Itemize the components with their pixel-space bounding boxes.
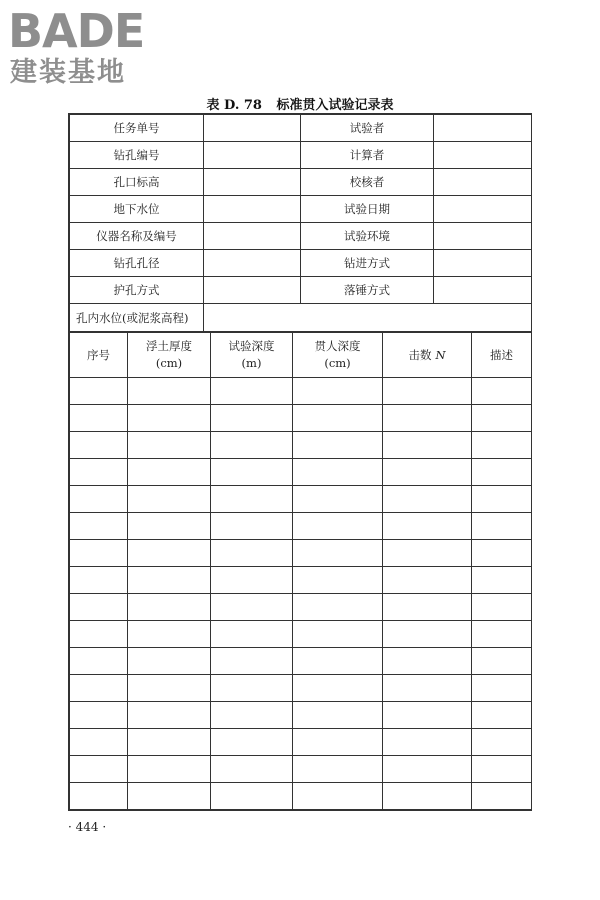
column-name: 试验深度 (228, 339, 275, 353)
column-header (128, 333, 211, 378)
data-cell[interactable] (293, 432, 383, 459)
data-cell[interactable] (211, 567, 293, 594)
column-header (472, 333, 532, 378)
data-cell[interactable] (293, 405, 383, 432)
info-value-cell[interactable] (204, 223, 301, 250)
data-cell[interactable] (211, 486, 293, 513)
data-cell[interactable] (211, 405, 293, 432)
data-cell[interactable] (128, 594, 211, 621)
data-cell[interactable] (472, 459, 532, 486)
table-row (70, 378, 532, 405)
column-header (383, 333, 472, 378)
info-value-cell[interactable] (434, 277, 532, 304)
info-value-cell[interactable] (204, 115, 301, 142)
data-cell[interactable] (472, 486, 532, 513)
column-header (70, 333, 128, 378)
data-cell[interactable] (211, 594, 293, 621)
table-row (70, 621, 532, 648)
column-name: 描述 (490, 347, 513, 362)
data-cell[interactable] (472, 702, 532, 729)
data-cell[interactable] (383, 567, 472, 594)
data-cell[interactable] (128, 756, 211, 783)
data-cell[interactable] (293, 378, 383, 405)
table-row (70, 702, 532, 729)
table-name: 标准贯入试验记录表 (276, 98, 394, 113)
data-cell[interactable] (70, 432, 128, 459)
data-cell[interactable] (70, 675, 128, 702)
data-cell[interactable] (383, 486, 472, 513)
data-cell[interactable] (70, 378, 128, 405)
column-unit: N (435, 347, 446, 362)
data-cell[interactable] (211, 702, 293, 729)
column-name: 贯人深度 (314, 339, 361, 353)
info-label: 孔口标高 (70, 169, 204, 196)
data-cell[interactable] (293, 648, 383, 675)
info-label: 钻孔编号 (70, 142, 204, 169)
column-name: 击数 (408, 347, 432, 362)
info-value-cell[interactable] (204, 196, 301, 223)
info-label: 护孔方式 (70, 277, 204, 304)
data-cell[interactable] (70, 486, 128, 513)
data-cell[interactable] (383, 405, 472, 432)
data-cell[interactable] (472, 567, 532, 594)
data-cell[interactable] (383, 513, 472, 540)
column-unit: (cm) (324, 356, 351, 370)
data-cell[interactable] (211, 378, 293, 405)
table-row (70, 567, 532, 594)
info-label: 任务单号 (70, 115, 204, 142)
data-cell[interactable] (128, 702, 211, 729)
data-cell[interactable] (293, 486, 383, 513)
column-header (211, 333, 293, 378)
data-cell[interactable] (70, 756, 128, 783)
data-cell[interactable] (293, 567, 383, 594)
data-cell[interactable] (128, 540, 211, 567)
data-cell[interactable] (70, 567, 128, 594)
data-cell[interactable] (383, 432, 472, 459)
data-cell[interactable] (70, 621, 128, 648)
table-code: 表 D. 78 (206, 98, 262, 113)
table-row (70, 729, 532, 756)
water-level-value-cell[interactable] (204, 304, 532, 332)
info-value-cell[interactable] (434, 223, 532, 250)
data-cell[interactable] (383, 675, 472, 702)
table-row (70, 459, 532, 486)
info-row (70, 196, 532, 223)
info-label: 钻进方式 (301, 250, 434, 277)
data-cell[interactable] (383, 378, 472, 405)
table-row (70, 594, 532, 621)
table-row (70, 675, 532, 702)
info-row (70, 142, 532, 169)
data-cell[interactable] (211, 783, 293, 810)
data-cell[interactable] (383, 702, 472, 729)
info-table (69, 114, 532, 332)
data-cell[interactable] (128, 432, 211, 459)
data-cell[interactable] (472, 729, 532, 756)
data-cell[interactable] (293, 702, 383, 729)
data-cell[interactable] (70, 405, 128, 432)
column-unit: (m) (241, 356, 262, 370)
data-cell[interactable] (128, 648, 211, 675)
info-value-cell[interactable] (434, 142, 532, 169)
data-cell[interactable] (128, 459, 211, 486)
data-cell[interactable] (293, 675, 383, 702)
data-cell[interactable] (128, 405, 211, 432)
bade-logo (8, 6, 178, 88)
data-cell[interactable] (383, 459, 472, 486)
data-cell[interactable] (383, 594, 472, 621)
data-cell[interactable] (211, 621, 293, 648)
data-cell[interactable] (70, 540, 128, 567)
data-cell[interactable] (293, 621, 383, 648)
data-cell[interactable] (293, 594, 383, 621)
data-cell[interactable] (472, 675, 532, 702)
info-value-cell[interactable] (204, 250, 301, 277)
data-cell[interactable] (293, 756, 383, 783)
data-cell[interactable] (472, 648, 532, 675)
data-cell[interactable] (128, 486, 211, 513)
data-cell[interactable] (472, 783, 532, 810)
info-label: 计算者 (301, 142, 434, 169)
data-cell[interactable] (472, 756, 532, 783)
data-cell[interactable] (211, 729, 293, 756)
info-label: 试验日期 (301, 196, 434, 223)
info-label: 仪器名称及编号 (70, 223, 204, 250)
data-cell[interactable] (383, 540, 472, 567)
table-title (0, 94, 600, 113)
data-cell[interactable] (472, 378, 532, 405)
column-name: 浮土厚度 (146, 339, 192, 353)
info-value-cell[interactable] (204, 169, 301, 196)
water-level-label: 孔内水位(或泥浆高程) (70, 304, 204, 332)
table-row (70, 783, 532, 810)
logo-subtitle: 建装基地 (10, 57, 126, 88)
table-row (70, 540, 532, 567)
table-row (70, 486, 532, 513)
data-cell[interactable] (128, 567, 211, 594)
table-row (70, 648, 532, 675)
table-row (70, 432, 532, 459)
data-cell[interactable] (383, 648, 472, 675)
data-cell[interactable] (211, 459, 293, 486)
info-label: 试验环境 (301, 223, 434, 250)
data-cell[interactable] (211, 756, 293, 783)
info-row (70, 169, 532, 196)
info-value-cell[interactable] (204, 142, 301, 169)
data-cell[interactable] (472, 621, 532, 648)
info-row (70, 115, 532, 142)
data-cell[interactable] (383, 783, 472, 810)
table-row (70, 756, 532, 783)
data-cell[interactable] (472, 405, 532, 432)
data-cell[interactable] (383, 729, 472, 756)
data-cell[interactable] (128, 675, 211, 702)
column-header-row (70, 333, 532, 378)
data-cell[interactable] (128, 783, 211, 810)
info-label: 校核者 (301, 169, 434, 196)
data-cell[interactable] (211, 648, 293, 675)
info-label: 地下水位 (70, 196, 204, 223)
data-cell[interactable] (472, 432, 532, 459)
data-cell[interactable] (128, 513, 211, 540)
table-row (70, 513, 532, 540)
data-cell[interactable] (293, 783, 383, 810)
data-cell[interactable] (383, 621, 472, 648)
data-cell[interactable] (70, 459, 128, 486)
data-cell[interactable] (128, 729, 211, 756)
info-label: 落锤方式 (301, 277, 434, 304)
column-header (293, 333, 383, 378)
data-cell[interactable] (472, 540, 532, 567)
water-level-row (70, 304, 532, 332)
data-cell[interactable] (70, 783, 128, 810)
info-row (70, 277, 532, 304)
info-value-cell[interactable] (434, 196, 532, 223)
data-cell[interactable] (211, 513, 293, 540)
data-cell[interactable] (70, 594, 128, 621)
info-row (70, 223, 532, 250)
data-cell[interactable] (70, 729, 128, 756)
info-value-cell[interactable] (204, 277, 301, 304)
info-value-cell[interactable] (434, 169, 532, 196)
info-value-cell[interactable] (434, 250, 532, 277)
data-cell[interactable] (293, 513, 383, 540)
data-cell[interactable] (70, 702, 128, 729)
info-row (70, 250, 532, 277)
data-cell[interactable] (70, 648, 128, 675)
data-cell[interactable] (293, 729, 383, 756)
info-label: 钻孔孔径 (70, 250, 204, 277)
data-cell[interactable] (211, 432, 293, 459)
data-table (69, 332, 532, 810)
info-label: 试验者 (301, 115, 434, 142)
data-cell[interactable] (70, 513, 128, 540)
data-cell[interactable] (128, 378, 211, 405)
data-cell[interactable] (211, 540, 293, 567)
column-name: 序号 (87, 347, 110, 362)
page-number: · 444 · (68, 820, 107, 834)
data-cell[interactable] (293, 459, 383, 486)
data-cell[interactable] (211, 675, 293, 702)
data-cell[interactable] (128, 621, 211, 648)
data-cell[interactable] (472, 594, 532, 621)
logo-brand: BADE (8, 4, 145, 58)
data-cell[interactable] (472, 513, 532, 540)
data-cell[interactable] (293, 540, 383, 567)
record-table (68, 113, 532, 811)
info-value-cell[interactable] (434, 115, 532, 142)
table-row (70, 405, 532, 432)
data-cell[interactable] (383, 756, 472, 783)
column-unit: (cm) (155, 356, 183, 370)
